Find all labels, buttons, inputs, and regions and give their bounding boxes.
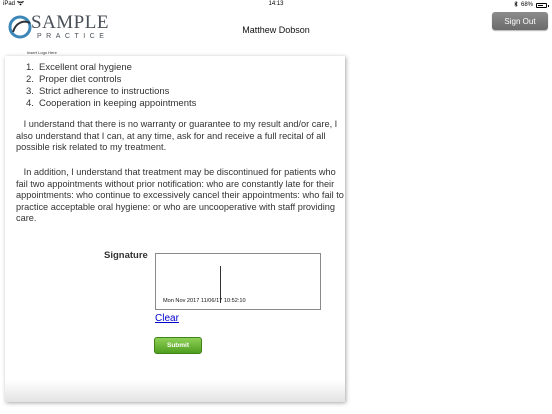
list-item bbox=[5, 98, 196, 110]
signature-timestamp: Mon Nov 2017 11/06/17 10:52:10 bbox=[163, 298, 246, 304]
patient-name: Matthew Dobson bbox=[242, 25, 310, 35]
carrier-label: iPad bbox=[3, 1, 16, 8]
logo-subtitle: PRACTICE bbox=[37, 33, 109, 40]
discontinuation-paragraph-text: In addition, I understand that treatment may be discontinued for patients who fail two appointments without prior notification: who are constantly late for their appointments: who continue to excessively cancel their appointments: who fail to practice acceptable oral hygiene: or who are uncooperative with staff providing care. bbox=[16, 167, 344, 224]
list-item-number: 4. bbox=[26, 98, 34, 109]
status-right bbox=[514, 1, 547, 9]
list-item-text: Strict adherence to instructions bbox=[39, 86, 170, 97]
status-bar bbox=[0, 0, 552, 9]
warranty-paragraph-text: I understand that there is no warranty or guarantee to my result and/or care, I also understand that I can, at any time, ask for and receive a full recital of all possible risk related to my treatment. bbox=[16, 119, 338, 153]
list-item-number: 3. bbox=[26, 86, 34, 97]
list-item bbox=[5, 62, 196, 74]
signature-pad[interactable] bbox=[155, 253, 321, 310]
requirements-list bbox=[5, 62, 196, 110]
list-item-number: 1. bbox=[26, 62, 34, 73]
discontinuation-paragraph bbox=[16, 167, 345, 225]
panel-footer bbox=[5, 380, 345, 402]
logo-insert-note: Insert Logo Here bbox=[27, 50, 57, 55]
warranty-paragraph bbox=[16, 119, 345, 154]
list-item-text: Excellent oral hygiene bbox=[39, 62, 132, 73]
sign-out-button[interactable]: Sign Out bbox=[492, 12, 548, 30]
list-item bbox=[5, 74, 196, 86]
signature-label: Signature bbox=[104, 250, 148, 261]
status-time: 14:13 bbox=[268, 1, 284, 7]
list-item-text: Proper diet controls bbox=[39, 74, 122, 85]
submit-button[interactable]: Submit bbox=[154, 337, 202, 354]
list-item-number: 2. bbox=[26, 74, 34, 85]
logo-wordmark: SAMPLE bbox=[31, 12, 109, 33]
list-item-text: Cooperation in keeping appointments bbox=[39, 98, 197, 109]
consent-panel[interactable] bbox=[5, 56, 345, 402]
list-item bbox=[5, 86, 196, 98]
bluetooth-icon bbox=[514, 1, 518, 9]
battery-percent: 68% bbox=[520, 2, 533, 8]
clear-signature-link[interactable]: Clear bbox=[155, 313, 179, 324]
battery-level-fill bbox=[538, 5, 543, 6]
battery-icon bbox=[536, 3, 547, 8]
